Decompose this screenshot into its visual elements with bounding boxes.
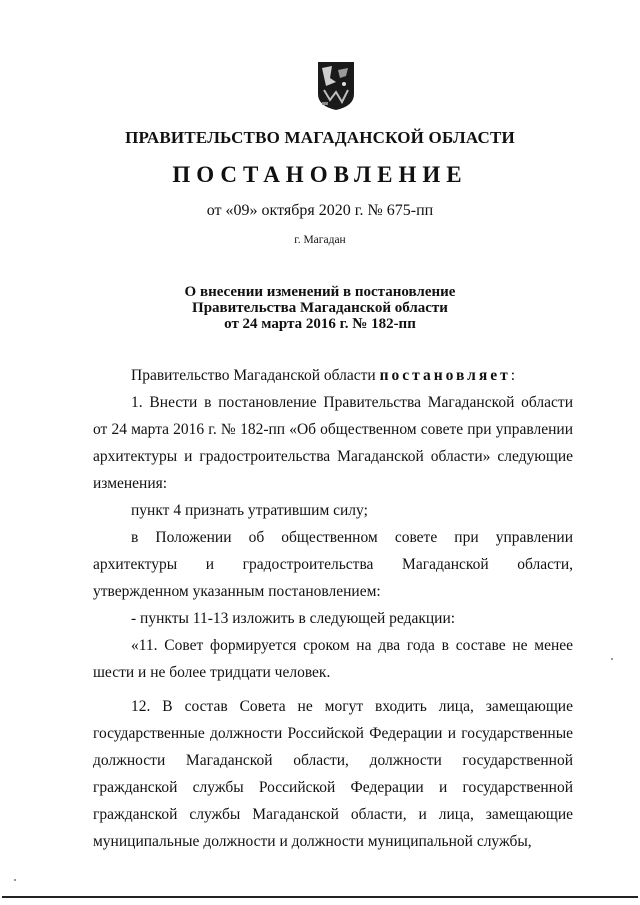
document-body [93,362,573,855]
subject-line-3: от 24 марта 2016 г. № 182-пп [224,316,416,332]
intro-keyword: постановляет [379,367,511,384]
paragraph-1: 1. Внести в постановление Правительства Магаданской области от 24 марта 2016 г. № 182-пп «Об общественном совете при управлении архитектуры и градостроительства Магаданской области» следующие изменения: [93,394,573,492]
intro-colon: : [510,367,516,384]
resolution-intro [93,362,573,389]
scan-speck [611,658,613,660]
subject-line-2: Правительства Магаданской области [192,300,448,316]
paragraph-2: пункт 4 признать утратившим силу; [131,502,368,519]
scan-speck [14,879,16,881]
document-date-number: от «09» октября 2020 г. № 675-пп [206,202,434,219]
document-subject [0,284,640,332]
paragraph-3: в Положении об общественном совете при управлении архитектуры и градостроительства Магаданской области, утвержденном указанным постановлением: [93,529,573,600]
page-bottom-edge [2,896,638,898]
paragraph-6: 12. В состав Совета не могут входить лица, замещающие государственные должности Российской Федерации и государственные должности Магаданской области, должности государственной гражданской службы Российской Федерации и государственной гражданской службы Магаданской области, и лица, замещающие муниципальные должности и должности муниципальной службы, [93,698,573,850]
organization-title: ПРАВИТЕЛЬСТВО МАГАДАНСКОЙ ОБЛАСТИ [125,128,515,147]
subject-line-1: О внесении изменений в постановление [184,284,456,300]
coat-of-arms-icon [316,60,356,112]
paragraph-4: - пункты 11-13 изложить в следующей редакции: [131,610,456,627]
city-name: г. Магадан [294,234,346,246]
intro-text: Правительство Магаданской области [131,367,376,384]
paragraph-5: «11. Совет формируется сроком на два года в составе не менее шести и не более тридцати человек. [93,637,573,681]
document-type: ПОСТАНОВЛЕНИЕ [172,162,468,187]
